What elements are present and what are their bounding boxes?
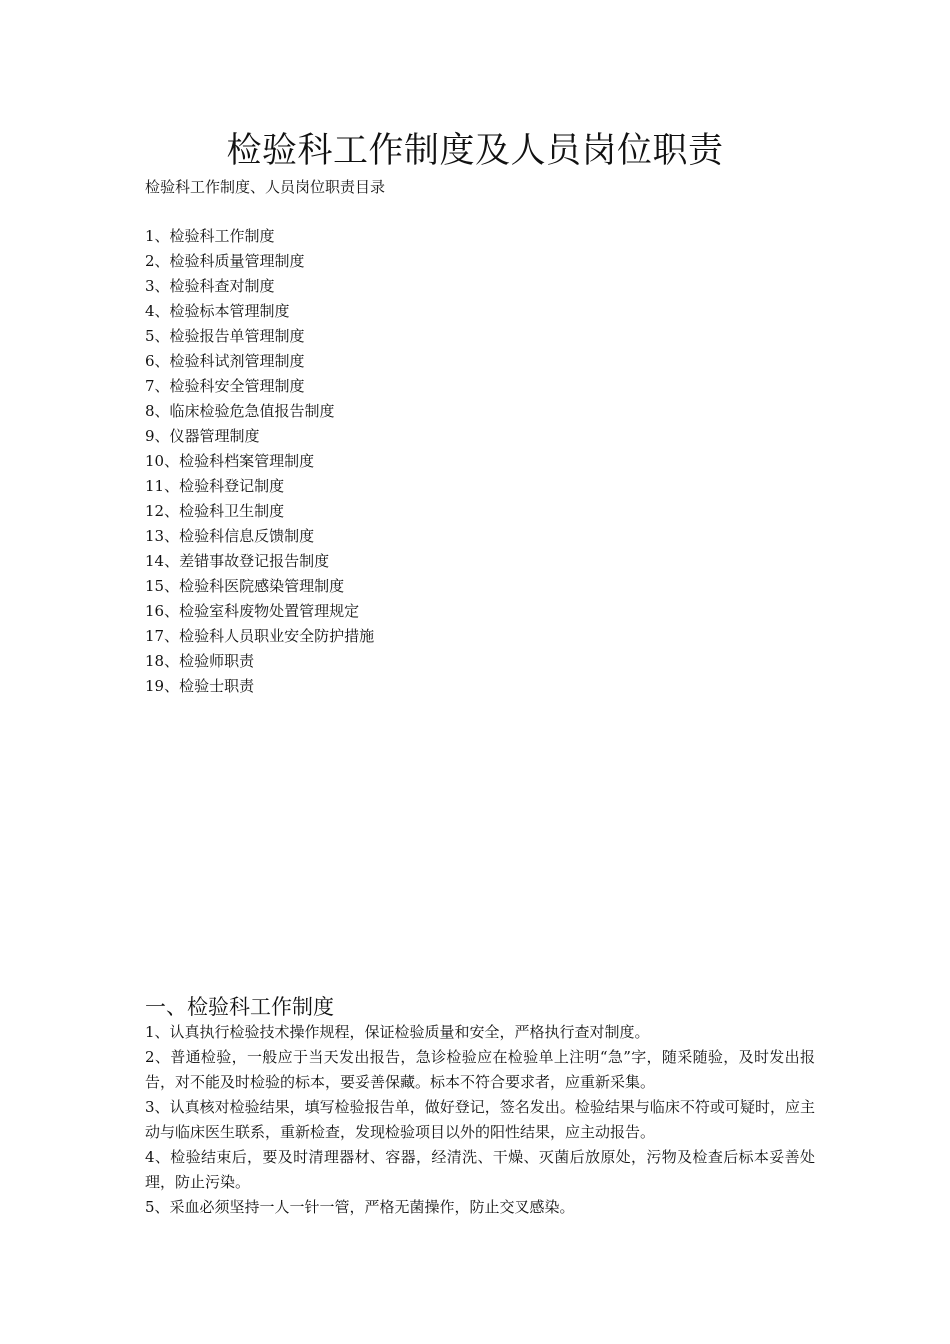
toc-heading: 检验科工作制度、人员岗位职责目录 — [145, 178, 386, 196]
section-paragraph: 4、检验结束后，要及时清理器材、容器，经清洗、干燥、灭菌后放原处，污物及检查后标本妥善处理，防止污染。 — [145, 1148, 815, 1191]
document-title: 检验科工作制度及人员岗位职责 — [226, 131, 724, 171]
section-title: 一、检验科工作制度 — [145, 995, 334, 1019]
toc-item: 2、检验科质量管理制度 — [145, 252, 305, 270]
toc-item: 14、差错事故登记报告制度 — [145, 552, 330, 570]
toc-item: 1、检验科工作制度 — [145, 227, 275, 245]
toc-item: 9、仪器管理制度 — [145, 427, 260, 445]
toc-item: 15、检验科医院感染管理制度 — [145, 577, 345, 595]
toc-item: 16、检验室科废物处置管理规定 — [145, 602, 360, 620]
toc-item: 10、检验科档案管理制度 — [145, 452, 315, 470]
toc-item: 5、检验报告单管理制度 — [145, 327, 305, 345]
section-paragraph: 1、认真执行检验技术操作规程，保证检验质量和安全，严格执行查对制度。 — [145, 1023, 650, 1041]
toc-item: 8、临床检验危急值报告制度 — [145, 402, 335, 420]
toc-item: 19、检验士职责 — [145, 677, 255, 695]
toc-list — [145, 224, 374, 699]
section-paragraph: 3、认真核对检验结果，填写检验报告单，做好登记，签名发出。检验结果与临床不符或可疑时，应主动与临床医生联系，重新检查，发现检验项目以外的阳性结果，应主动报告。 — [145, 1098, 815, 1141]
section-paragraph: 5、采血必须坚持一人一针一管，严格无菌操作，防止交叉感染。 — [145, 1198, 575, 1216]
section-body — [145, 1020, 815, 1220]
toc-item: 3、检验科查对制度 — [145, 277, 275, 295]
toc-item: 11、检验科登记制度 — [145, 477, 285, 495]
toc-item: 6、检验科试剂管理制度 — [145, 352, 305, 370]
toc-item: 12、检验科卫生制度 — [145, 502, 285, 520]
section-paragraph: 2、普通检验，一般应于当天发出报告，急诊检验应在检验单上注明“急”字，随采随验，及时发出报告，对不能及时检验的标本，要妥善保藏。标本不符合要求者，应重新采集。 — [145, 1048, 815, 1091]
toc-item: 18、检验师职责 — [145, 652, 255, 670]
toc-item: 4、检验标本管理制度 — [145, 302, 290, 320]
toc-item: 7、检验科安全管理制度 — [145, 377, 305, 395]
toc-item: 13、检验科信息反馈制度 — [145, 527, 315, 545]
toc-item: 17、检验科人员职业安全防护措施 — [145, 627, 375, 645]
